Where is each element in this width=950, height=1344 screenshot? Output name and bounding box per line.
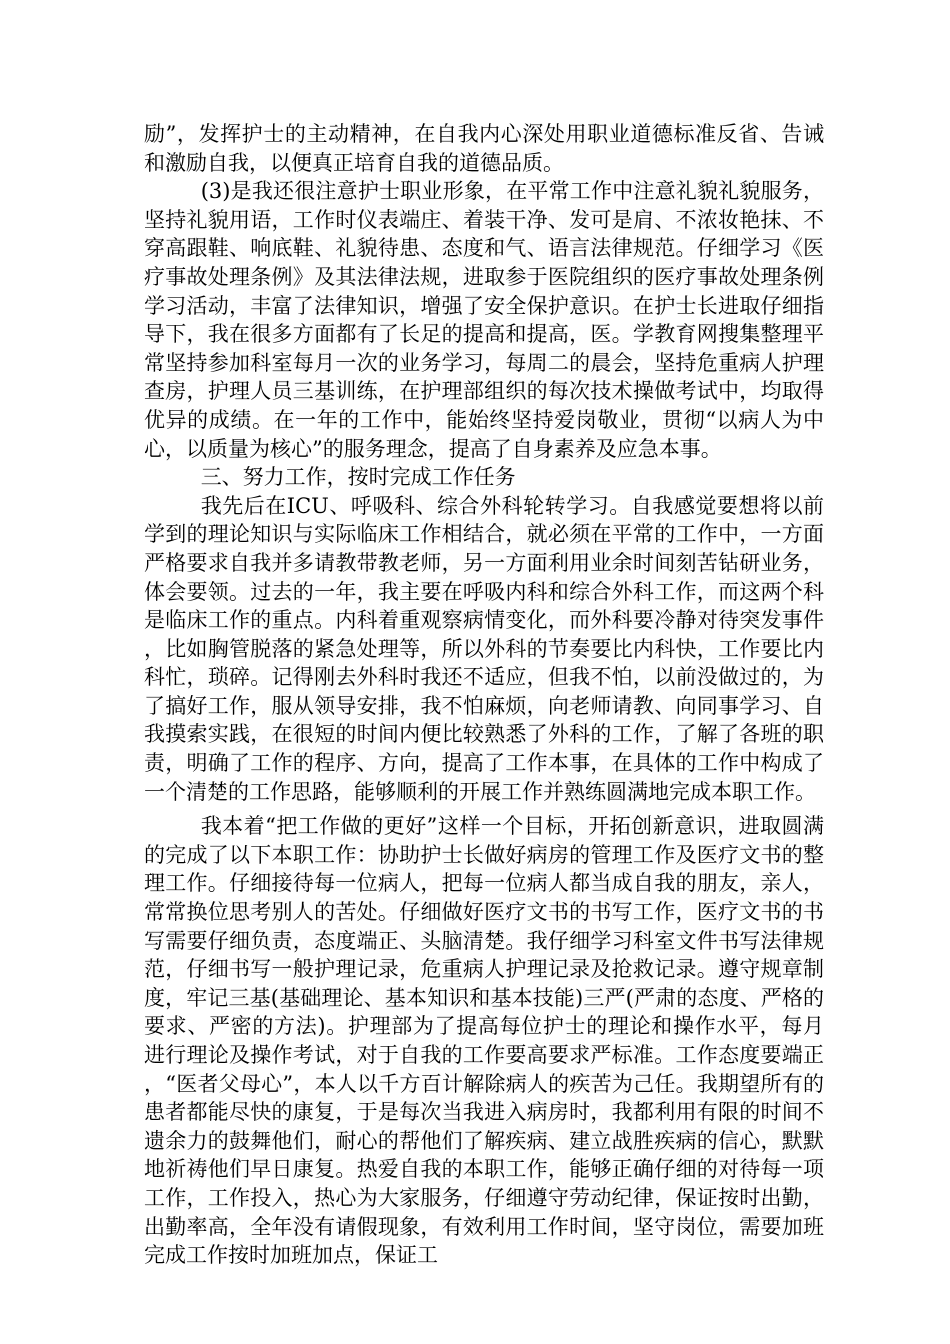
- paragraph-rotation-study: 我先后在ICU、呼吸科、综合外科轮转学习。自我感觉要想将以前学到的理论知识与实际临床工作相结合，就必须在平常的工作中，一方面严格要求自我并多请教带教老师，另一方面利用业余时间刻苦钻研业务，体会要领。过去的一年，我主要在呼吸内科和综合外科工作，而这两个科是临床工作的重点。内科着重观察病情变化，而外科要冷静对待突发事件，比如胸管脱落的紧急处理等，所以外科的节奏要比内科快，工作要比内科忙，琐碎。记得刚去外科时我还不适应，但我不怕，以前没做过的，为了搞好工作，服从领导安排，我不怕麻烦，向老师请教、向同事学习、自我摸索实践，在很短的时间内便比较熟悉了外科的工作，了解了各班的职责，明确了工作的程序、方向，提高了工作本事，在具体的工作中构成了一个清楚的工作思路，能够顺利的开展工作并熟练圆满地完成本职工作。: [144, 493, 824, 804]
- paragraph-duties: 我本着“把工作做的更好”这样一个目标，开拓创新意识，进取圆满的完成了以下本职工作：协助护士长做好病房的管理工作及医疗文书的整理工作。仔细接待每一位病人，把每一位病人都当成自我的朋友，亲人，常常换位思考别人的苦处。仔细做好医疗文书的书写工作，医疗文书的书写需要仔细负责，态度端正、头脑清楚。我仔细学习科室文件书写法律规范，仔细书写一般护理记录，危重病人护理记录及抢救记录。遵守规章制度，牢记三基(基础理论、基本知识和基本技能)三严(严肃的态度、严格的要求、严密的方法)。护理部为了提高每位护士的理论和操作水平，每月进行理论及操作考试，对于自我的工作要高要求严标准。工作态度要端正，“医者父母心”，本人以千方百计解除病人的疾苦为己任。我期望所有的患者都能尽快的康复，于是每次当我进入病房时，我都利用有限的时间不遗余力的鼓舞他们，耐心的帮他们了解疾病、建立战胜疾病的信心，默默地祈祷他们早日康复。热爱自我的本职工作，能够正确仔细的对待每一项工作，工作投入，热心为大家服务，仔细遵守劳动纪律，保证按时出勤，出勤率高，全年没有请假现象，有效利用工作时间，坚守岗位，需要加班完成工作按时加班加点，保证工: [144, 814, 824, 1268]
- section-heading: 三、努力工作，按时完成工作任务: [200, 465, 516, 490]
- paragraph-continuation: 励”，发挥护士的主动精神，在自我内心深处用职业道德标准反省、告诫和激励自我，以便真正培育自我的道德品质。: [144, 122, 824, 175]
- document-page: [144, 120, 824, 1270]
- paragraph-professional-image: (3)是我还很注意护士职业形象，在平常工作中注意礼貌礼貌服务，坚持礼貌用语，工作时仪表端庄、着装干净、发可是肩、不浓妆艳抹、不穿高跟鞋、响底鞋、礼貌待患、态度和气、语言法律规范。仔细学习《医疗事故处理条例》及其法律法规，进取参于医院组织的医疗事故处理条例学习活动，丰富了法律知识，增强了安全保护意识。在护士长进取仔细指导下，我在很多方面都有了长足的提高和提高，医。学教育网搜集整理平常坚持参加科室每月一次的业务学习，每周二的晨会，坚持危重病人护理查房，护理人员三基训练，在护理部组织的每次技术操做考试中，均取得优异的成绩。在一年的工作中，能始终坚持爱岗敬业，贯彻“以病人为中心，以质量为核心”的服务理念，提高了自身素养及应急本事。: [144, 179, 824, 461]
